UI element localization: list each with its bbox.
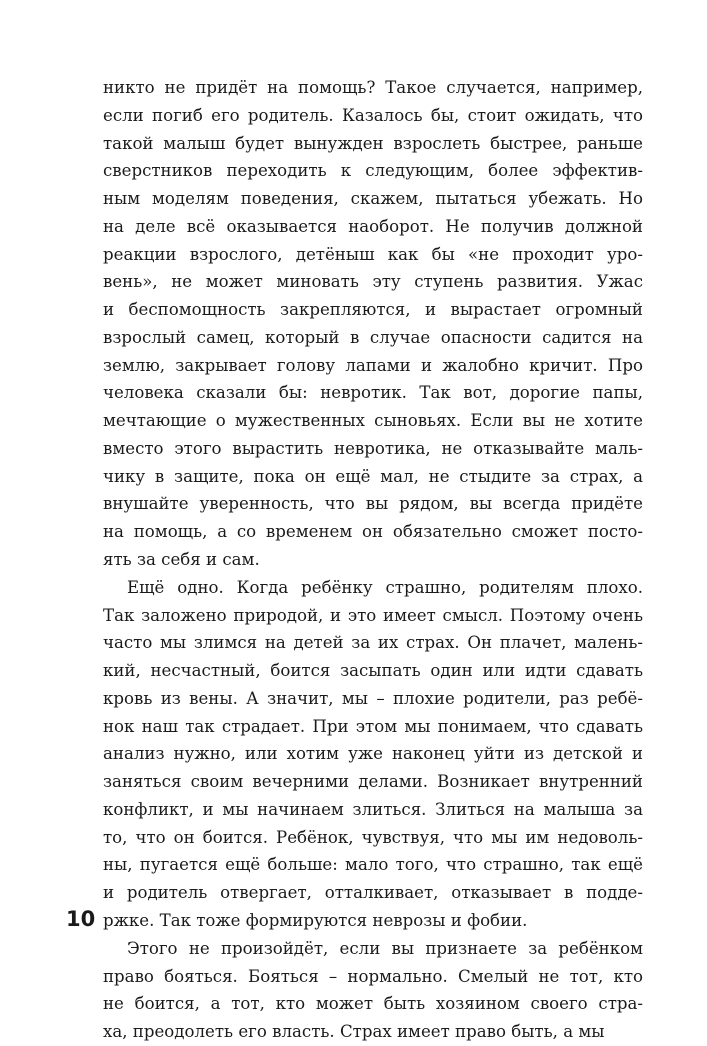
text-line: на деле всё оказывается наоборот. Не получив должной <box>103 216 643 236</box>
text-line: и родитель отвергает, отталкивает, отказывает в подде- <box>103 883 643 903</box>
text-line: мечтающие о мужественных сыновьях. Если вы не хотите <box>103 411 643 431</box>
text-line: такой малыш будет вынужден взрослеть быстрее, раньше <box>103 133 643 153</box>
text-line: заняться своим вечерними делами. Возникает внутренний <box>103 772 643 792</box>
text-line: Так заложено природой, и это имеет смысл. Поэтому очень <box>103 605 643 625</box>
text-line: конфликт, и мы начинаем злиться. Злиться на малыша за <box>103 799 643 819</box>
text-line: кровь из вены. А значит, мы – плохие родители, раз ребё- <box>103 688 643 708</box>
text-line: вместо этого вырастить невротика, не отказывайте маль- <box>103 438 643 458</box>
text-line: сверстников переходить к следующим, более эффектив- <box>103 161 643 181</box>
text-line: реакции взрослого, детёныш как бы «не проходит уро- <box>103 244 643 264</box>
text-line: ха, преодолеть его власть. Страх имеет право быть, а мы <box>103 1022 605 1042</box>
text-line: нок наш так страдает. При этом мы понимаем, что сдавать <box>103 716 643 736</box>
text-line: анализ нужно, или хотим уже наконец уйти из детской и <box>103 744 643 764</box>
text-line: на помощь, а со временем он обязательно сможет посто- <box>103 522 643 542</box>
text-line: то, что он боится. Ребёнок, чувствуя, что мы им недоволь- <box>103 827 643 847</box>
text-line: ны, пугается ещё больше: мало того, что страшно, так ещё <box>103 855 643 875</box>
text-line: не боится, а тот, кто может быть хозяином своего стра- <box>103 994 643 1014</box>
text-line: взрослый самец, который в случае опасности садится на <box>103 327 643 347</box>
text-line: если погиб его родитель. Казалось бы, стоит ожидать, что <box>103 105 643 125</box>
text-line: ржке. Так тоже формируются неврозы и фобии. <box>103 910 528 930</box>
body-text <box>103 74 643 1046</box>
text-line: часто мы злимся на детей за их страх. Он плачет, малень- <box>103 633 643 653</box>
text-line: внушайте уверенность, что вы рядом, вы всегда придёте <box>103 494 643 514</box>
text-line: человека сказали бы: невротик. Так вот, дорогие папы, <box>103 383 643 403</box>
text-line: право бояться. Бояться – нормально. Смелый не тот, кто <box>103 966 643 986</box>
text-line: ять за себя и сам. <box>103 550 260 570</box>
text-line: Ещё одно. Когда ребёнку страшно, родителям плохо. <box>127 577 643 597</box>
text-line: никто не придёт на помощь? Такое случается, например, <box>103 78 643 97</box>
text-line: ным моделям поведения, скажем, пытаться убежать. Но <box>103 189 643 209</box>
text-line: вень», не может миновать эту ступень развития. Ужас <box>103 272 643 292</box>
text-line: кий, несчастный, боится засыпать один или идти сдавать <box>103 661 643 681</box>
text-line: и беспомощность закрепляются, и вырастает огромный <box>103 300 643 320</box>
paragraph <box>103 574 643 935</box>
paragraph <box>103 935 643 1046</box>
page-number: 10 <box>66 907 96 931</box>
text-line: чику в защите, пока он ещё мал, не стыдите за страх, а <box>103 466 643 486</box>
text-line: землю, закрывает голову лапами и жалобно кричит. Про <box>103 355 643 375</box>
text-line: Этого не произойдёт, если вы признаете за ребёнком <box>127 938 643 958</box>
paragraph <box>103 74 643 574</box>
